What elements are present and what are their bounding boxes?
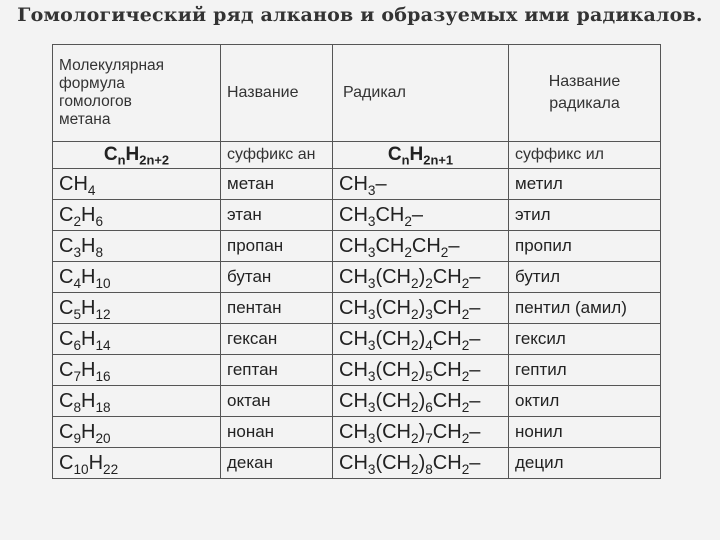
radical-formula: $CH_3(CH_2)_6CH_2-$: [333, 386, 509, 417]
radical-formula: $CH_3CH_2CH_2-$: [333, 231, 509, 262]
table-row: [53, 169, 661, 200]
alkane-name: декан: [221, 448, 333, 479]
table-row: [53, 386, 661, 417]
alkane-name: бутан: [221, 262, 333, 293]
molecular-formula: $C_3H_8$: [53, 231, 221, 262]
table-row: [53, 231, 661, 262]
radical-name: октил: [509, 386, 661, 417]
table-row: [53, 417, 661, 448]
molecular-formula: $C_6H_{14}$: [53, 324, 221, 355]
table-row: [53, 355, 661, 386]
general-formula-row: [53, 142, 661, 169]
table-row: [53, 448, 661, 479]
header-radical: Радикал: [333, 45, 509, 142]
table-row: [53, 324, 661, 355]
radical-formula: $CH_3CH_2-$: [333, 200, 509, 231]
radical-formula: $CH_3(CH_2)_4CH_2-$: [333, 324, 509, 355]
table-row: [53, 200, 661, 231]
alkane-name: этан: [221, 200, 333, 231]
molecular-formula: $C_4H_{10}$: [53, 262, 221, 293]
header-radical-name: Название радикала: [509, 45, 661, 142]
alkane-name: пропан: [221, 231, 333, 262]
radical-formula: $CH_3(CH_2)_7CH_2-$: [333, 417, 509, 448]
molecular-formula: $C_9H_{20}$: [53, 417, 221, 448]
general-radical-formula: $C_nH_{2n+1}$: [333, 142, 509, 169]
radical-name: гексил: [509, 324, 661, 355]
radical-formula: $CH_3(CH_2)_3CH_2-$: [333, 293, 509, 324]
molecular-formula: $C_5H_{12}$: [53, 293, 221, 324]
table-row: [53, 293, 661, 324]
header-name: Название: [221, 45, 333, 142]
alkane-name: гексан: [221, 324, 333, 355]
radical-formula: $CH_3(CH_2)_8CH_2-$: [333, 448, 509, 479]
homologous-series-table: [52, 44, 661, 479]
radical-suffix: суффикс ил: [509, 142, 661, 169]
table-row: [53, 262, 661, 293]
radical-formula: $CH_3(CH_2)_5CH_2-$: [333, 355, 509, 386]
radical-name: бутил: [509, 262, 661, 293]
slide-title: Гомологический ряд алканов и образуемых ими радикалов.: [17, 4, 703, 26]
radical-name: пентил (амил): [509, 293, 661, 324]
header-molecular-formula: Молекулярная формула гомологов метана: [53, 45, 221, 142]
alkane-suffix: суффикс ан: [221, 142, 333, 169]
table-header-row: [53, 45, 661, 142]
radical-name: пропил: [509, 231, 661, 262]
radical-name: метил: [509, 169, 661, 200]
alkane-name: нонан: [221, 417, 333, 448]
radical-name: децил: [509, 448, 661, 479]
alkane-name: пентан: [221, 293, 333, 324]
radical-name: гептил: [509, 355, 661, 386]
molecular-formula: $C_2H_6$: [53, 200, 221, 231]
molecular-formula: $CH_4$: [53, 169, 221, 200]
general-alkane-formula: $C_nH_{2n+2}$: [53, 142, 221, 169]
molecular-formula: $C_{10}H_{22}$: [53, 448, 221, 479]
radical-name: нонил: [509, 417, 661, 448]
molecular-formula: $C_7H_{16}$: [53, 355, 221, 386]
radical-formula: $CH_3(CH_2)_2CH_2-$: [333, 262, 509, 293]
alkane-name: гептан: [221, 355, 333, 386]
molecular-formula: $C_8H_{18}$: [53, 386, 221, 417]
radical-name: этил: [509, 200, 661, 231]
alkane-name: октан: [221, 386, 333, 417]
radical-formula: $CH_3-$: [333, 169, 509, 200]
alkane-name: метан: [221, 169, 333, 200]
